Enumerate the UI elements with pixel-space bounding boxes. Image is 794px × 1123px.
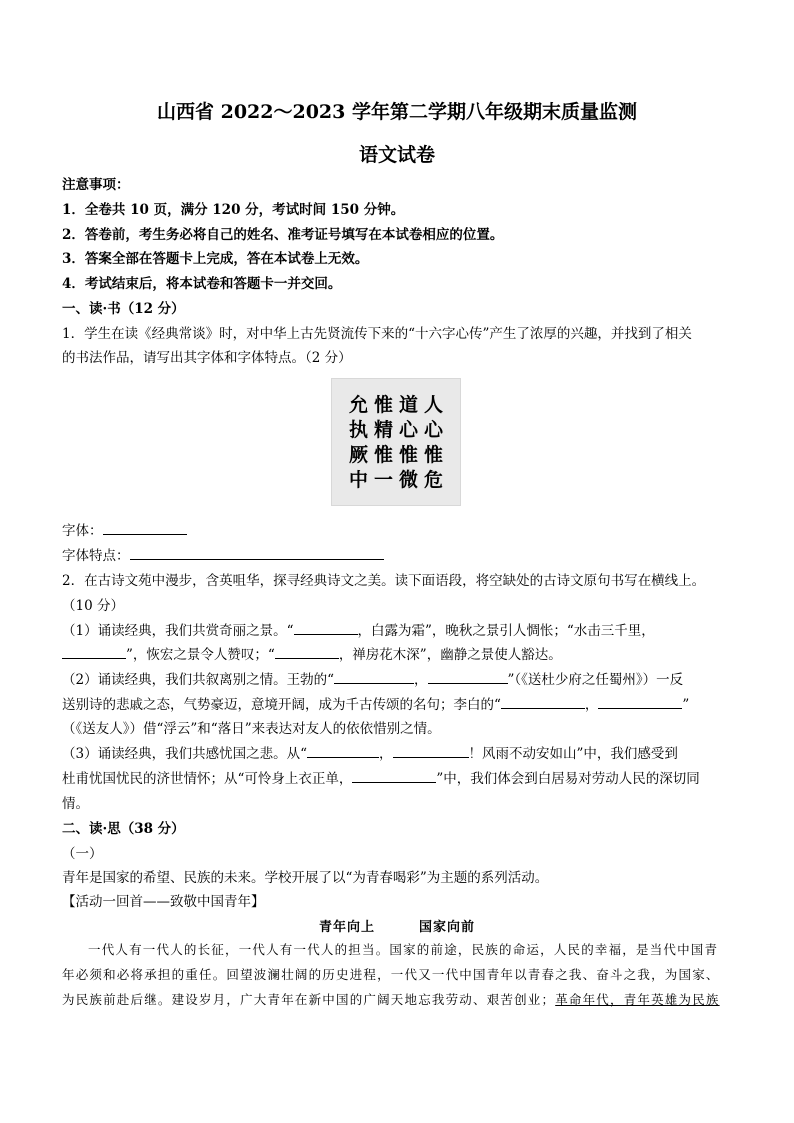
question-text: 送别诗的悲戚之态，气势豪迈，意境开阔，成为千古传颂的名句；李白的“: [62, 697, 501, 713]
answer-blank[interactable]: [130, 547, 384, 560]
question-text: 杜甫忧国忧民的济世情怀；从“可怜身上衣正单，: [62, 771, 353, 787]
notice-item: 2．答卷前，考生务必将自己的姓名、准考证号填写在本试卷相应的位置。: [62, 227, 504, 243]
notice-item: 1．全卷共 10 页，满分 120 分，考试时间 150 分钟。: [62, 202, 405, 218]
question-part-3: [62, 745, 742, 763]
answer-blank[interactable]: [428, 671, 508, 684]
article-title-right: 国家向前: [419, 920, 476, 935]
question-text: ”（《送杜少府之任蜀州》）一反: [507, 672, 684, 688]
question-text: ”: [682, 697, 690, 713]
question-part-2: [62, 671, 742, 689]
article-text: 为民族前赴后继。建设岁月，广大青年在新中国的广阔天地忘我劳动、艰苦创业；: [62, 992, 556, 1007]
article-title: [0, 916, 794, 935]
question-text: ，: [414, 672, 428, 688]
calligraphy-character: 惟: [423, 444, 443, 466]
question-text: 1．学生在读《经典常谈》时，对中华上古先贤流传下来的“十六字心传”产生了浓厚的兴趣，并找到了相关: [62, 326, 692, 342]
calligraphy-character: 允: [348, 394, 368, 416]
calligraphy-character: 厥: [348, 444, 368, 466]
calligraphy-character: 人: [423, 394, 443, 416]
question-part-1: [62, 622, 742, 640]
section-heading: 一、读·书（12 分）: [62, 301, 185, 317]
answer-line-feature: [62, 547, 742, 565]
question-text: 2．在古诗文苑中漫步，含英咀华，探寻经典诗文之美。读下面语段，将空缺处的古诗文原句书写在横线上。: [62, 573, 706, 589]
answer-blank[interactable]: [62, 646, 126, 659]
calligraphy-character: 一: [373, 469, 393, 491]
question-text: ”中，我们体会到白居易对劳动人民的深切同: [436, 771, 700, 787]
calligraphy-character: 惟: [398, 444, 418, 466]
exam-title: 山西省 2022～2023 学年第二学期八年级期末质量监测: [157, 101, 637, 123]
activity-label: 【活动一回首——致敬中国青年】: [62, 894, 265, 910]
answer-blank[interactable]: [393, 745, 469, 758]
question-text: ，禅房花木深”，幽静之景使人豁达。: [338, 647, 562, 663]
question-text: 的书法作品，请写出其字体和字体特点。（2 分）: [62, 350, 352, 366]
font-label: 字体：: [62, 523, 103, 539]
intro-text: 青年是国家的希望、民族的未来。学校开展了以“为青春喝彩”为主题的系列活动。: [62, 870, 549, 886]
article-paragraph: 一代人有一代人的长征，一代人有一代人的担当。国家的前途，民族的命运，人民的幸福，是当代中国青: [88, 942, 719, 957]
answer-line-font: [62, 522, 742, 540]
answer-blank[interactable]: [501, 696, 585, 709]
calligraphy-character: 执: [348, 419, 368, 441]
question-part-2-cont: [62, 696, 742, 714]
calligraphy-character: 心: [398, 419, 418, 441]
answer-blank[interactable]: [334, 671, 414, 684]
article-paragraph: 年必须和必将承担的重任。回望波澜壮阔的历史进程，一代又一代中国青年以青春之我、奋斗之我，为国家、: [62, 967, 720, 982]
answer-blank[interactable]: [352, 770, 436, 783]
question-text: ！风雨不动安如山”中，我们感受到: [468, 746, 678, 762]
calligraphy-characters: [346, 393, 448, 493]
question-text: （10 分）: [62, 598, 124, 614]
answer-blank[interactable]: [307, 745, 379, 758]
subsection-label: （一）: [62, 846, 103, 862]
question-part-1-cont: [62, 646, 742, 664]
notice-item: 4．考试结束后，将本试卷和答题卡一并交回。: [62, 276, 342, 292]
calligraphy-character: 精: [373, 419, 393, 441]
question-text: （《送友人》）借“浮云”和“落日”来表达对友人的依依惜别之情。: [62, 721, 441, 737]
calligraphy-character: 微: [398, 469, 418, 491]
question-text: ，白露为霜”，晚秋之景引人惆怅；“水击三千里，: [357, 623, 655, 639]
section-heading: 二、读·思（38 分）: [62, 821, 185, 837]
calligraphy-character: 惟: [373, 444, 393, 466]
answer-blank[interactable]: [598, 696, 682, 709]
question-text: ，: [584, 697, 599, 713]
calligraphy-character: 惟: [373, 394, 393, 416]
article-title-left: 青年向上: [318, 920, 375, 935]
question-text: ”，恢宏之景令人赞叹；“: [126, 647, 275, 663]
calligraphy-image: [331, 378, 461, 506]
question-text: （3）诵读经典，我们共感忧国之悲。从“: [62, 746, 307, 762]
answer-blank[interactable]: [294, 622, 358, 635]
underlined-text: 革命年代，青年英雄为民族: [555, 992, 720, 1007]
question-text: （1）诵读经典，我们共赏奇丽之景。“: [62, 623, 294, 639]
notice-item: 3．答案全部在答题卡上完成，答在本试卷上无效。: [62, 251, 369, 267]
feature-label: 字体特点：: [62, 548, 130, 564]
exam-subtitle: 语文试卷: [358, 144, 435, 166]
calligraphy-character: 中: [348, 469, 368, 491]
calligraphy-character: 危: [423, 469, 443, 491]
question-part-3-cont: [62, 770, 742, 788]
answer-blank[interactable]: [275, 646, 339, 659]
question-text: ，: [379, 746, 393, 762]
answer-blank[interactable]: [103, 522, 187, 535]
article-paragraph: [62, 991, 742, 1009]
calligraphy-character: 道: [398, 394, 418, 416]
notice-heading: 注意事项：: [62, 177, 130, 193]
question-text: 情。: [62, 796, 89, 812]
question-text: （2）诵读经典，我们共叙离别之情。王勃的“: [62, 672, 334, 688]
calligraphy-character: 心: [423, 419, 443, 441]
